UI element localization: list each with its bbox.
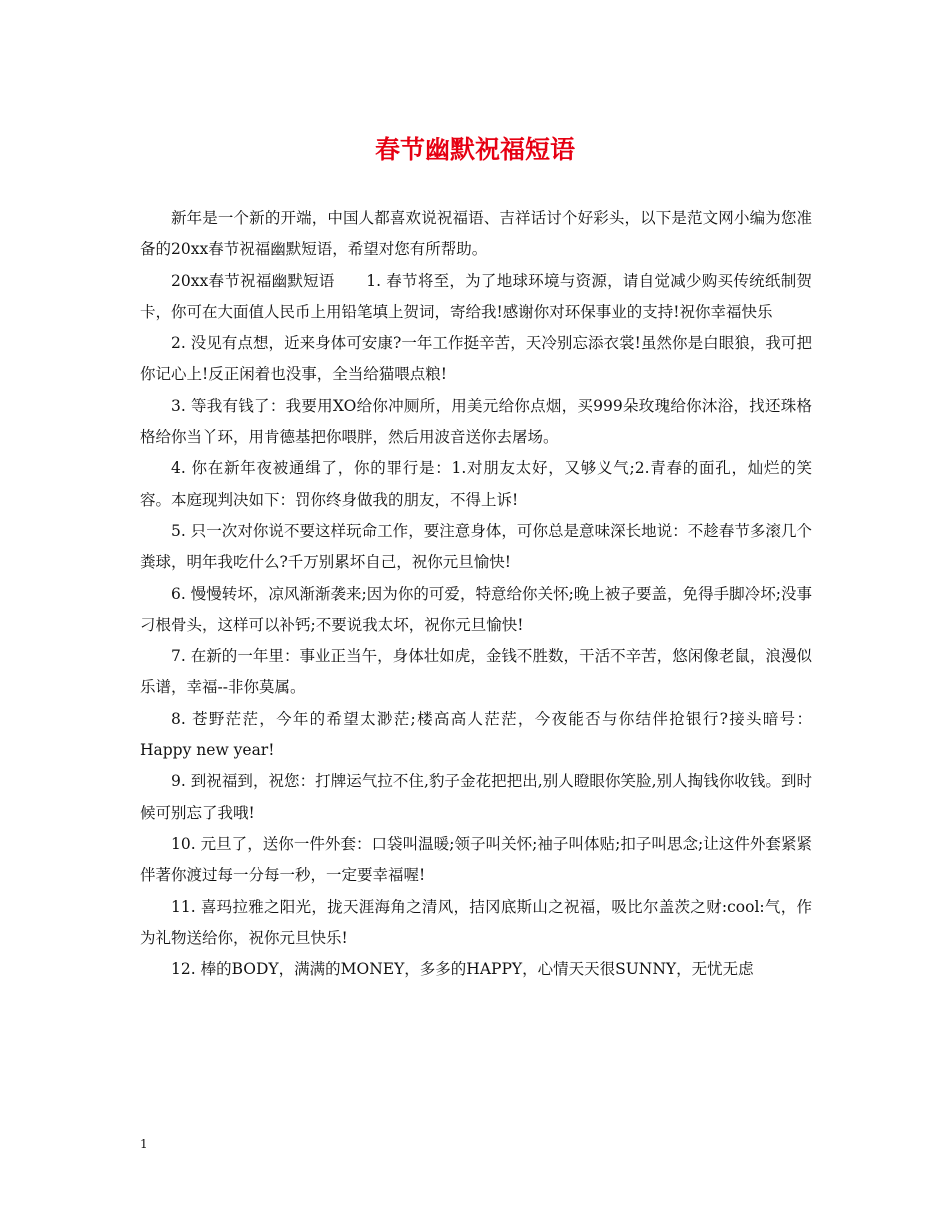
paragraph-item-1: 20xx春节祝福幽默短语 1. 春节将至，为了地球环境与资源，请自觉减少购买传统纸制贺卡，你可在大面值人民币上用铅笔填上贺词，寄给我!感谢你对环保事业的支持!祝你幸福快乐 [140, 271, 812, 321]
paragraph-item-8: 8. 苍野茫茫，今年的希望太渺茫;楼高高人茫茫，今夜能否与你结伴抢银行?接头暗号：Happy new year! [140, 709, 812, 760]
page-number: 1 [140, 1137, 148, 1151]
document-body [140, 203, 812, 985]
paragraph-item-10: 10. 元旦了，送你一件外套：口袋叫温暖;领子叫关怀;袖子叫体贴;扣子叫思念;让这件外套紧紧伴著你渡过每一分每一秒，一定要幸福喔! [140, 834, 812, 885]
paragraph-intro: 新年是一个新的开端，中国人都喜欢说祝福语、吉祥话讨个好彩头，以下是范文网小编为您准备的20xx春节祝福幽默短语，希望对您有所帮助。 [140, 209, 812, 259]
paragraph-item-12: 12. 棒的BODY，满满的MONEY，多多的HAPPY，心情天天很SUNNY，无忧无虑 [171, 960, 754, 979]
paragraph-item-3: 3. 等我有钱了：我要用XO给你冲厕所，用美元给你点烟，买999朵玫瑰给你沐浴，找还珠格格给你当丫环，用肯德基把你喂胖，然后用波音送你去屠场。 [140, 396, 812, 447]
paragraph-item-4: 4. 你在新年夜被通缉了，你的罪行是：1.对朋友太好，又够义气;2.青春的面孔，灿烂的笑容。本庭现判决如下：罚你终身做我的朋友，不得上诉! [140, 459, 812, 509]
paragraph-item-2: 2. 没见有点想，近来身体可安康?一年工作挺辛苦，天冷别忘添衣裳!虽然你是白眼狼，我可把你记心上!反正闲着也没事，全当给猫喂点粮! [140, 334, 812, 384]
document-title: 春节幽默祝福短语 [374, 135, 575, 164]
paragraph-item-7: 7. 在新的一年里：事业正当午，身体壮如虎，金钱不胜数，干活不辛苦，悠闲像老鼠，浪漫似乐谱，幸福--非你莫属。 [140, 647, 812, 697]
paragraph-item-9: 9. 到祝福到，祝您：打牌运气拉不住,豹子金花把把出,别人瞪眼你笑脸,别人掏钱你收钱。到时候可别忘了我哦! [140, 772, 812, 822]
paragraph-item-5: 5. 只一次对你说不要这样玩命工作，要注意身体，可你总是意味深长地说：不趁春节多滚几个粪球，明年我吃什么?千万别累坏自己，祝你元旦愉快! [140, 521, 812, 572]
paragraph-item-6: 6. 慢慢转坏，凉风渐渐袭来;因为你的可爱，特意给你关怀;晚上被子要盖，免得手脚冷坏;没事刁根骨头，这样可以补钙;不要说我太坏，祝你元旦愉快! [140, 584, 812, 634]
paragraph-item-11: 11. 喜玛拉雅之阳光，拢天涯海角之清风，拮冈底斯山之祝福，吸比尔盖茨之财:cool:气，作为礼物送给你，祝你元旦快乐! [140, 897, 812, 947]
